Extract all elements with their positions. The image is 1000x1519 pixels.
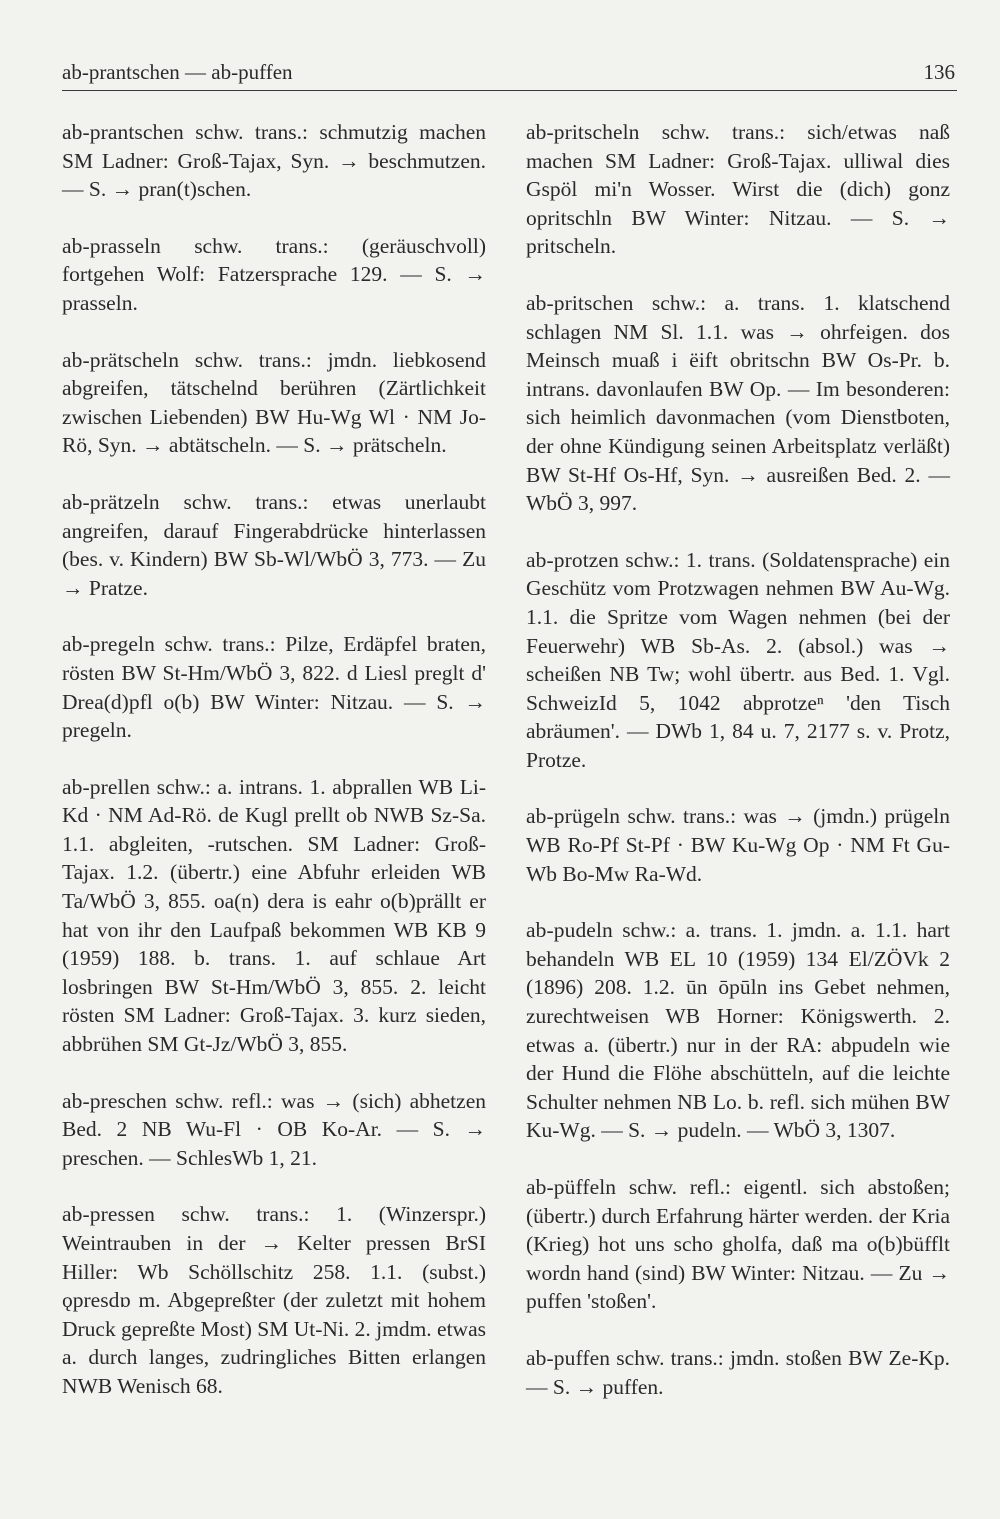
entry-body: schw. trans.: (geräuschvoll) fortgehen Wolf: Fatzersprache 129. — S. → prasseln. <box>62 233 486 315</box>
dictionary-entry <box>62 1200 486 1400</box>
dictionary-entry <box>526 289 950 518</box>
headword: ab-pritschen <box>526 290 634 315</box>
right-column <box>526 118 950 1429</box>
headword: ab-preschen <box>62 1088 167 1113</box>
entry-body: schw. trans.: Pilze, Erdäpfel braten, rösten BW St-Hm/WbÖ 3, 822. d Liesl preglt d' Drea(d)pfl o(b) BW Winter: Nitzau. — S. → pregeln. <box>62 632 487 743</box>
entry-body: schw. trans.: etwas unerlaubt angreifen, darauf Fingerabdrücke hinterlassen (bes. v. Kindern) BW Sb-Wl/WbÖ 3, 773. — Zu → Pratze. <box>62 489 486 600</box>
dictionary-entry <box>526 118 950 261</box>
headword: ab-prätzeln <box>62 489 160 514</box>
entry-body: schw. trans.: 1. (Winzerspr.) Weintrauben in der → Kelter pressen BrSI Hiller: Wb Schöllschitz 258. 1.1. (subst.) ǫpresdɒ m. Abgepreßter (der zuletzt mit hohem Druck gepreßte Most) SM Ut-Ni. 2. jmdm. etwas a. durch langes, zudringliches Bitten erlangen NWB Wenisch 68. <box>62 1202 486 1398</box>
entry-body: schw. trans.: sich/etwas naß machen SM Ladner: Groß-Tajax. ulliwal dies Gspöl mi'n Wosser. Wirst die (dich) gonz opritschln BW Winter: Nitzau. — S. → pritscheln. <box>526 120 950 259</box>
dictionary-entry <box>526 916 950 1145</box>
headword: ab-prasseln <box>62 233 162 258</box>
dictionary-entry <box>526 802 950 888</box>
headword: ab-püffeln <box>526 1175 617 1199</box>
entry-body: schw. refl.: was → (sich) abhetzen Bed. 2 NB Wu-Fl · OB Ko-Ar. — S. → preschen. — SchlesWb 1, 21. <box>62 1088 486 1170</box>
entry-body: schw. trans.: schmutzig machen SM Ladner: Groß-Tajax, Syn. → beschmutzen. — S. → pran(t)schen. <box>62 120 487 202</box>
headword: ab-prätscheln <box>62 347 180 372</box>
dictionary-entry <box>62 630 486 744</box>
page-header <box>62 58 957 91</box>
headword: ab-prellen <box>62 774 151 799</box>
dictionary-entry <box>62 773 486 1059</box>
dictionary-entry <box>526 1173 950 1316</box>
dictionary-entry <box>526 546 950 775</box>
dictionary-entry <box>62 488 486 602</box>
left-column <box>62 118 486 1429</box>
headword: ab-pregeln <box>62 632 155 657</box>
headword: ab-pudeln <box>526 918 613 943</box>
entry-body: schw.: a. trans. 1. jmdn. a. 1.1. hart behandeln WB EL 10 (1959) 134 El/ZÖVk 2 (1896) 208. 1.2. ūn ōpūln ins Gebet nehmen, zurechtweisen WB Horner: Königswerth. 2. etwas a. (übertr.) nur in der RA: abpudeln wie der Hund die Flöhe abschütteln, auf die leichte Schulter nehmen NB Lo. b. refl. sich mühen BW Ku-Wg. — S. → pudeln. — WbÖ 3, 1307. <box>526 918 951 1143</box>
dictionary-entry <box>62 118 486 204</box>
headword: ab-prantschen <box>62 120 184 144</box>
entry-body: schw. trans.: jmdn. stoßen BW Ze-Kp. — S. → puffen. <box>526 1345 951 1399</box>
headword: ab-prügeln <box>526 804 621 829</box>
entry-body: schw.: a. intrans. 1. abprallen WB Li-Kd · NM Ad-Rö. de Kugl prellt ob NWB Sz-Sa. 1.1. abgleiten, -rutschen. SM Ladner: Groß-Tajax. 1.2. (übertr.) eine Abfuhr erleiden WB Ta/WbÖ 3, 855. oa(n) dera is eahr o(b)prällt er hat von ihr den Laufpaß bekommen WB KB 9 (1959) 188. b. trans. 1. auf schlaue Art losbringen BW St-Hm/WbÖ 3, 855. 2. leicht rösten SM Ladner: Groß-Tajax. 3. kurz sieden, abbrühen SM Gt-Jz/WbÖ 3, 855. <box>62 774 486 1057</box>
dictionary-entry <box>62 1087 486 1173</box>
entry-body: schw. trans.: was → (jmdn.) prügeln WB Ro-Pf St-Pf · BW Ku-Wg Op · NM Ft Gu-Wb Bo-Mw Ra-Wd. <box>526 804 950 886</box>
headword: ab-pressen <box>62 1202 155 1227</box>
headword: ab-pritscheln <box>526 120 640 144</box>
entry-body: schw. trans.: jmdn. liebkosend abgreifen, tätschelnd berühren (Zärtlichkeit zwischen Liebenden) BW Hu-Wg Wl · NM Jo-Rö, Syn. → abtätscheln. — S. → prätscheln. <box>62 347 486 458</box>
headword: ab-puffen <box>526 1345 611 1370</box>
dictionary-entry <box>62 232 486 318</box>
dictionary-entry <box>526 1344 950 1401</box>
headword: ab-protzen <box>526 547 619 572</box>
entry-body: schw.: a. trans. 1. klatschend schlagen NM Sl. 1.1. was → ohrfeigen. dos Meinsch muaß i ëift obritschn BW Os-Pr. b. intrans. davonlaufen BW Op. — Im besonderen: sich heimlich davonmachen (vom Dienstboten, der ohne Kündigung seinen Arbeitsplatz verläßt) BW St-Hf Os-Hf, Syn. → ausreißen Bed. 2. — WbÖ 3, 997. <box>526 290 951 516</box>
running-head: ab-prantschen — ab-puffen <box>62 60 293 84</box>
dictionary-entry <box>62 346 486 460</box>
entry-body: schw.: 1. trans. (Soldatensprache) ein Geschütz vom Protzwagen nehmen BW Au-Wg. 1.1. die Spritze vom Wagen nehmen (bei der Feuerwehr) WB Sb-As. 2. (absol.) was → scheißen NB Tw; wohl übertr. aus Bed. 1. Vgl. SchweizId 5, 1042 abprotzeⁿ 'den Tisch abräumen'. — DWb 1, 84 u. 7, 2177 s. v. Protz, Protze. <box>526 547 950 772</box>
entry-body: schw. refl.: eigentl. sich abstoßen; (übertr.) durch Erfahrung härter werden. der Kria (Krieg) hot uns scho gholfa, daß ma o(b)büfflt wordn hand (sind) BW Winter: Nitzau. — Zu → puffen 'stoßen'. <box>526 1175 950 1314</box>
page-number: 136 <box>923 60 955 84</box>
